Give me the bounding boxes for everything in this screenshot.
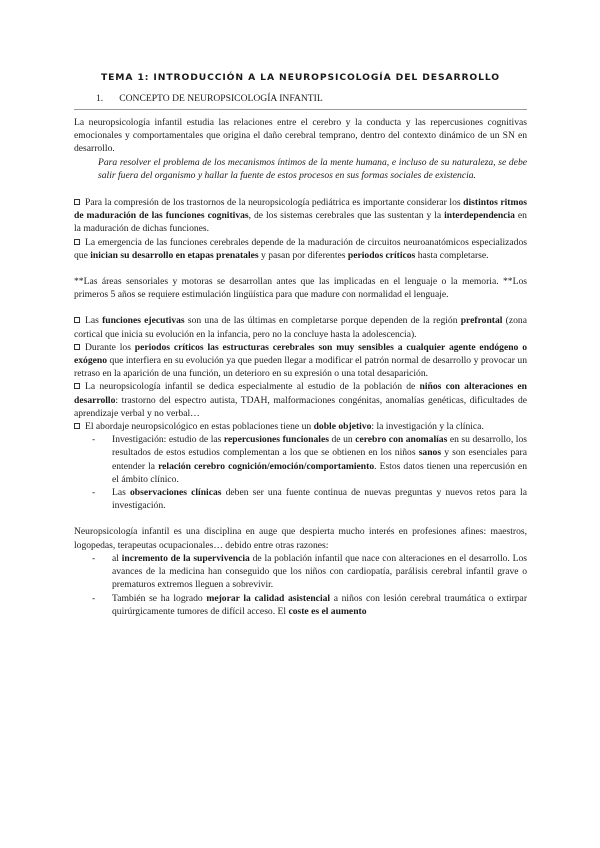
list-item: - Las observaciones clínicas deben ser una fuente continua de nuevas preguntas y nuevos retos para la investigación. [112, 486, 527, 512]
list-item: - También se ha logrado mejorar la calidad asistencial a niños con lesión cerebral traumática o extirpar quirúrgicamente tumores de difícil acceso. El coste es el aumento [112, 592, 527, 618]
checkbox-bullet-icon [74, 199, 80, 205]
page-title: TEMA 1: INTRODUCCIÓN A LA NEUROPSICOLOGÍA DEL DESARROLLO [100, 72, 501, 83]
paragraph-periodos-criticos: Durante los periodos críticos las estructuras cerebrales son muy sensibles a cualquier agente endógeno o exógeno que interfiera en su evolución ya que pueden llegar a modificar el patrón normal de desarrollo y provocar un retraso en la aparición de una función, un deterioro en su expresión o una total desaparición. [74, 341, 527, 380]
paragraph-abordaje: El abordaje neuropsicológico en estas poblaciones tiene un doble objetivo: la investigación y la clínica. [74, 420, 527, 433]
paragraph-poblacion: La neuropsicología infantil se dedica especialmente al estudio de la población de niños con alteraciones en desarrollo: trastorno del espectro autista, TDAH, malformaciones congénitas, anomalías genéticas, dificultades de aprendizaje verbal y no verbal… [74, 381, 527, 419]
paragraph-notes: **Las áreas sensoriales y motoras se desarrollan antes que las implicadas en el lenguaje o la memoria. **Los primeros 5 años se requiere estimulación lingüística para que madure con normalidad el lenguaje. [74, 276, 527, 301]
paragraph-emergencia: La emergencia de las funciones cerebrales depende de la maduración de circuitos neuroanatómicos especializados que inician su desarrollo en etapas prenatales y pasan por diferentes periodos críticos hasta completarse. [74, 236, 527, 261]
quote-paragraph: Para resolver el problema de los mecanismos íntimos de la mente humana, e incluso de su naturaleza, se debe salir fuera del organismo y hallar la fuente de estos procesos en sus formas sociales de existencia. [98, 156, 527, 181]
checkbox-bullet-icon [74, 344, 80, 350]
section-title: CONCEPTO DE NEUROPSICOLOGÍA INFANTIL [119, 93, 323, 104]
intro-paragraph: La neuropsicología infantil estudia las relaciones entre el cerebro y la conducta y las repercusiones cognitivas emocionales y comportamentales que origina el daño cerebral temprano, dentro del contexto dinámico de un SN en desarrollo. [74, 117, 527, 155]
checkbox-bullet-icon [74, 423, 80, 429]
checkbox-bullet-icon [74, 239, 80, 245]
objetivos-list [74, 433, 527, 512]
document-page [74, 72, 527, 618]
paragraph-funciones-ejecutivas: Las funciones ejecutivas son una de las últimas en completarse porque dependen de la región prefrontal (zona cortical que inicia su evolución en la infancia, pero no la concluye hasta la adolescencia). [74, 315, 527, 340]
checkbox-bullet-icon [74, 383, 80, 389]
list-item: - al incremento de la supervivencia de la población infantil que nace con alteraciones en el desarrollo. Los avances de la medicina han conseguido que los niños con cardiopatía, parálisis cerebral infantil grave o prematuros extremos lleguen a sobrevivir. [112, 552, 527, 592]
section-number: 1. [96, 93, 104, 104]
paragraph-ritmos: Para la compresión de los trastornos de la neuropsicología pediátrica es importante considerar los distintos ritmos de maduración de las funciones cognitivas, de los sistemas cerebrales que las sustentan y la interdependencia en la maduración de dichas funciones. [74, 197, 527, 235]
list-item: - Investigación: estudio de las repercusiones funcionales de un cerebro con anomalías en su desarrollo, los resultados de estos estudios complementan a los que se obtienen en los niños sanos y son esenciales para entender la relación cerebro cognición/emoción/comportamiento. Estos datos tienen una repercusión en el ámbito clínico. [112, 433, 527, 486]
razones-list [74, 552, 527, 618]
section-heading [96, 93, 527, 104]
paragraph-disciplina: Neuropsicología infantil es una disciplina en auge que despierta mucho interés en profesiones afines: maestros, logopedas, terapeutas ocupacionales… debido entre otras razones: [74, 526, 527, 551]
section-divider [74, 109, 527, 110]
checkbox-bullet-icon [74, 317, 80, 323]
